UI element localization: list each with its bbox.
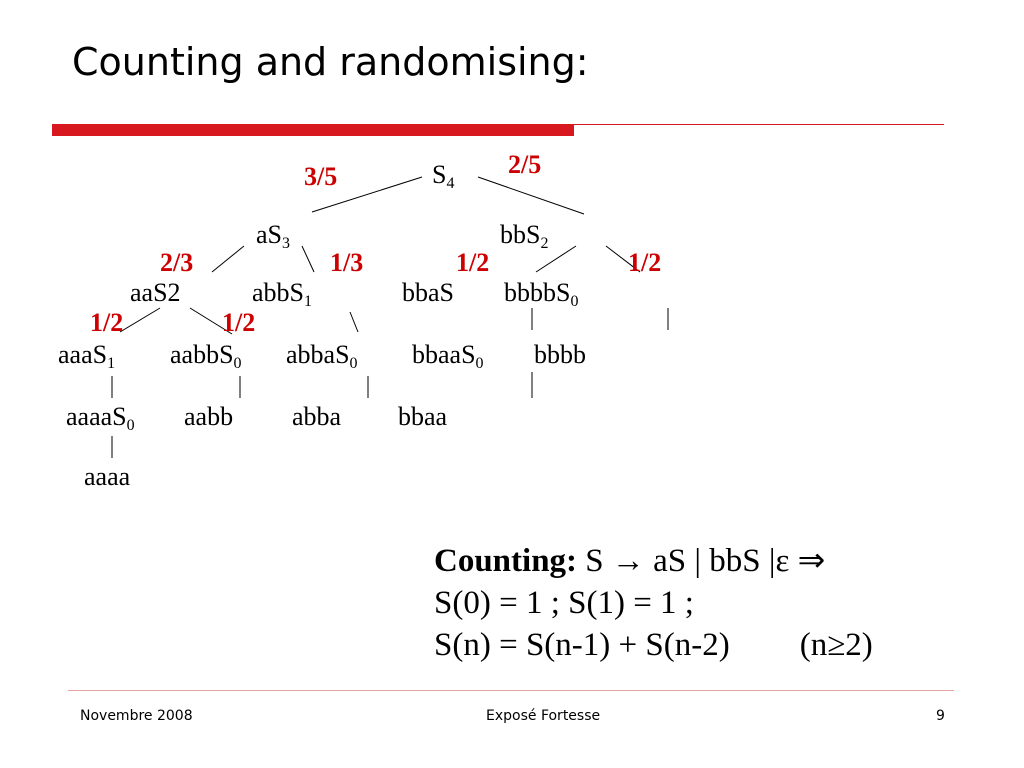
edge-aas2-aaas1 — [120, 308, 160, 332]
counting-base: S(0) = 1 ; S(1) = 1 ; — [434, 585, 694, 621]
node-bbbb: bbbb — [534, 340, 586, 369]
slide-title: Counting and randomising: — [72, 40, 589, 84]
counting-recurrence: S(n) = S(n-1) + S(n-2) — [434, 627, 730, 663]
node-as3: $aS_3$ — [256, 220, 290, 252]
counting-rule-line — [434, 540, 873, 582]
prob-bbs2-right: 1/2 — [628, 248, 662, 277]
prob-aas2-right: 1/2 — [222, 308, 256, 337]
node-abbas0: abbaS$_0$ — [286, 340, 358, 372]
node-aas2: aaS2 — [130, 278, 181, 307]
footer-title: Exposé Fortesse — [486, 708, 601, 724]
footer-divider — [68, 690, 954, 691]
counting-rule: S → aS | bbS |ε ⇒ — [585, 543, 826, 579]
counting-condition: (n≥2) — [799, 627, 873, 663]
edge-as3-abbs1 — [302, 246, 314, 272]
prob-as3-right: 1/3 — [330, 248, 364, 277]
prob-aas2-left: 1/2 — [90, 308, 124, 337]
edge-as3-aas2 — [212, 246, 244, 272]
node-aaaas0: aaaaS$_0$ — [66, 402, 135, 434]
node-abbs1: abbS$_1$ — [252, 278, 312, 310]
node-bbs2: bbS$_2$ — [500, 220, 549, 252]
prob-as3-left: 2/3 — [160, 248, 194, 277]
node-s4: $S_4$ — [432, 160, 455, 192]
edge-abbs1-abbas0 — [350, 312, 358, 332]
node-aabb: aabb — [184, 402, 234, 431]
counting-block — [434, 540, 873, 666]
node-bbaas0: bbaaS$_0$ — [412, 340, 484, 372]
edge-root-bbs2 — [478, 177, 584, 214]
node-bbas: bbaS — [402, 278, 454, 307]
node-aabbs0: aabbS$_0$ — [170, 340, 242, 372]
footer-date: Novembre 2008 — [80, 708, 193, 724]
prob-root-right: 2/5 — [508, 150, 542, 179]
counting-recurrence-line — [434, 624, 873, 666]
node-bbaa: bbaa — [398, 402, 448, 431]
prob-bbs2-left: 1/2 — [456, 248, 490, 277]
node-bbbbs0: bbbbS$_0$ — [504, 278, 579, 310]
node-aaas1: aaaS$_1$ — [58, 340, 116, 372]
counting-label: Counting: — [434, 543, 578, 579]
prob-root-left: 3/5 — [304, 162, 338, 191]
node-abba: abba — [292, 402, 342, 431]
node-aaaa: aaaa — [84, 462, 131, 491]
footer-page-number: 9 — [936, 708, 945, 724]
